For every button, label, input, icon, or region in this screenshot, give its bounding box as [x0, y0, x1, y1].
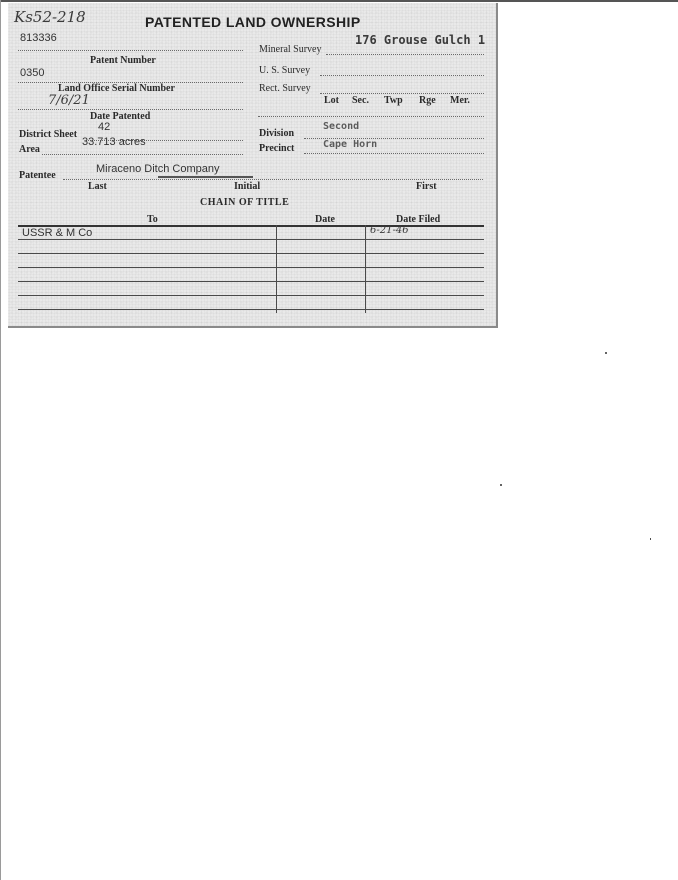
scan-speck	[650, 538, 651, 540]
chain-row-1-date-filed: 6-21-46	[370, 225, 409, 236]
mineral-survey-line	[326, 54, 484, 55]
rect-col-lot: Lot	[324, 95, 339, 106]
division-value: Second	[323, 121, 360, 132]
patent-number-label: Patent Number	[90, 55, 156, 66]
page-left-border	[0, 0, 1, 880]
name-label-first: First	[416, 181, 437, 192]
us-survey-line	[320, 75, 484, 76]
chain-row-rule-4	[18, 281, 484, 282]
chain-header-date-filed: Date Filed	[396, 214, 441, 225]
card-title: PATENTED LAND OWNERSHIP	[145, 14, 361, 30]
chain-row-1-to: USSR & M Co	[22, 227, 93, 239]
district-sheet-value: 42	[98, 121, 111, 133]
us-survey-label: U. S. Survey	[259, 65, 311, 76]
chain-of-title-heading: CHAIN OF TITLE	[200, 197, 290, 208]
chain-row-rule-2	[18, 253, 484, 254]
area-value: 33.713 acres	[82, 136, 146, 148]
area-label: Area	[19, 144, 40, 155]
rect-col-twp: Twp	[384, 95, 403, 106]
scan-speck	[605, 352, 607, 354]
rect-col-mer: Mer.	[450, 95, 470, 106]
ownership-card	[8, 3, 498, 328]
scan-speck	[500, 484, 502, 486]
date-patented-label: Date Patented	[90, 111, 151, 122]
date-patented-value: 7/6/21	[48, 93, 90, 108]
chain-row-rule-5	[18, 295, 484, 296]
file-number: Ks52-218	[14, 8, 86, 26]
patentee-label: Patentee	[19, 170, 56, 181]
mineral-survey-label: Mineral Survey	[259, 44, 322, 55]
patent-number-line	[18, 50, 243, 51]
serial-number-value: 0350	[20, 67, 45, 79]
rect-survey-line	[320, 93, 484, 94]
chain-col-divider-1	[276, 225, 277, 313]
chain-header-to: To	[147, 214, 158, 225]
patentee-value: Miraceno Ditch Company	[96, 163, 220, 175]
page-top-border	[0, 0, 678, 2]
district-sheet-label: District Sheet	[19, 129, 78, 140]
chain-col-divider-2	[365, 225, 366, 313]
precinct-value: Cape Horn	[323, 139, 378, 150]
rect-col-sec: Sec.	[352, 95, 369, 106]
name-label-last: Last	[88, 181, 107, 192]
chain-row-rule-1	[18, 239, 484, 240]
precinct-label: Precinct	[259, 143, 295, 154]
rect-survey-values-line	[258, 116, 484, 117]
chain-row-rule-6	[18, 309, 484, 310]
area-line	[42, 154, 243, 155]
division-label: Division	[259, 128, 295, 139]
chain-header-date: Date	[315, 214, 335, 225]
precinct-line	[304, 153, 484, 154]
serial-number-label: Land Office Serial Number	[58, 83, 175, 94]
date-patented-line	[18, 109, 243, 110]
patentee-underline	[158, 176, 253, 178]
rect-col-rge: Rge	[419, 95, 436, 106]
chain-row-rule-3	[18, 267, 484, 268]
patent-number-value: 813336	[20, 32, 57, 44]
name-label-initial: Initial	[234, 181, 261, 192]
mineral-survey-value: 176 Grouse Gulch 1	[355, 33, 486, 47]
rect-survey-label: Rect. Survey	[259, 83, 311, 94]
patentee-line	[63, 179, 483, 180]
